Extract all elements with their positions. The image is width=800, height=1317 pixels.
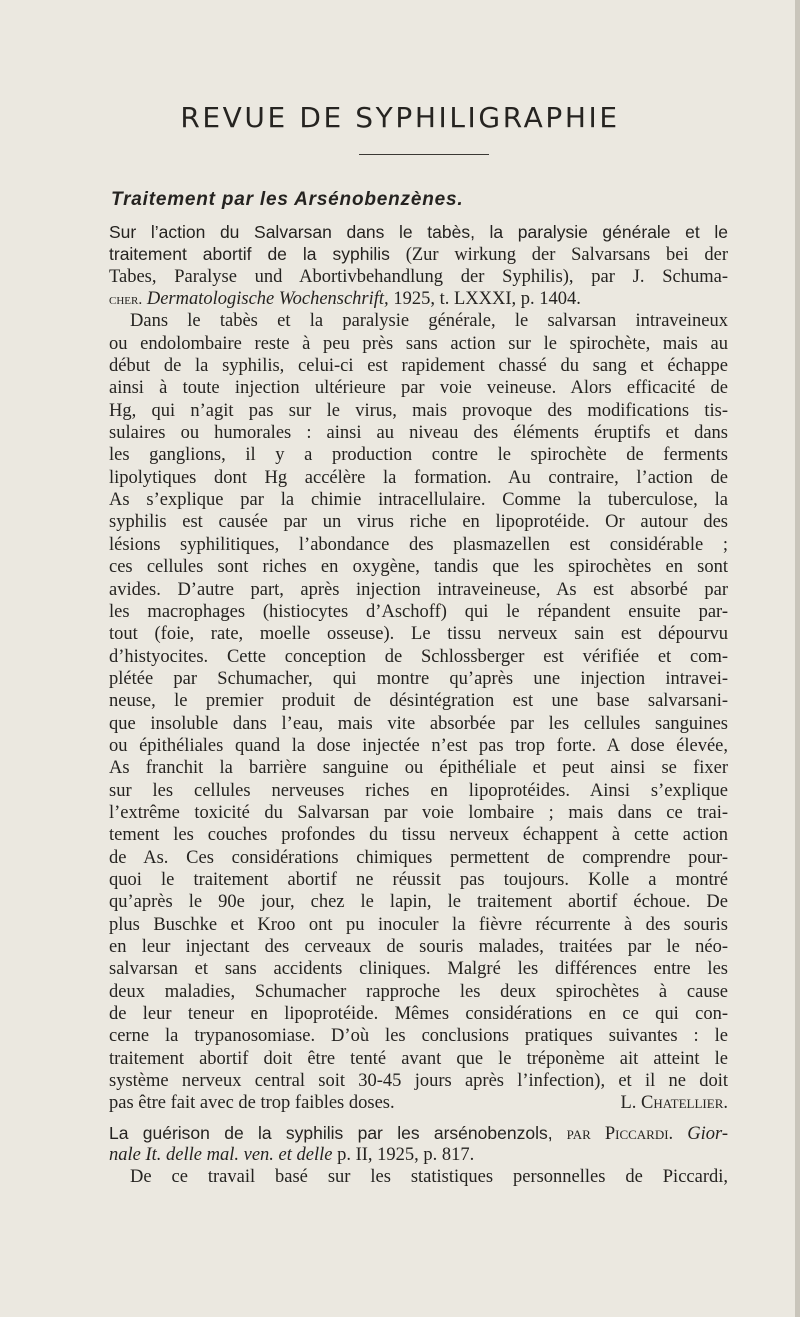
- article1-ref-line: Tabes, Paralyse und Abortivbehandlung der Syphilis), par J. Schuma-: [109, 266, 728, 287]
- body-line: neuse, le premier produit de désintégration est une base salvarsani-: [109, 691, 728, 712]
- body-line: quoi le traitement abortif ne réussit pas toujours. Kolle a montré: [109, 869, 728, 890]
- body-line: ces cellules sont riches en oxygène, tandis que les spirochètes en sont: [109, 557, 728, 578]
- article2-author: par Piccardi.: [566, 1123, 674, 1144]
- body-line: As s’explique par la chimie intracellulaire. Comme la tuberculose, la: [109, 490, 728, 511]
- article1-ref-line: [109, 288, 728, 310]
- body-line: plus Buschke et Kroo ont pu inoculer la fièvre récurrente à des souris: [109, 914, 728, 935]
- body-line: salvarsan et sans accidents cliniques. Malgré les différences entre les: [109, 959, 728, 980]
- article1-ref: (Zur wirkung der Salvarsans bei der: [405, 245, 728, 266]
- section-title: Traitement par les Arsénobenzènes.: [111, 189, 464, 210]
- body-line: en leur injectant des cerveaux de souris malades, traitées par le néo-: [109, 937, 728, 957]
- page-heading: REVUE DE SYPHILIGRAPHIE: [180, 101, 620, 134]
- body-line: lipolytiques dont Hg accélère la formation. Au contraire, l’action de: [109, 467, 728, 488]
- article1-journal: Dermatologische Wochenschrift,: [146, 289, 389, 310]
- page-edge-shadow: [795, 0, 800, 1317]
- article2-ref-details: p. II, 1925, p. 817.: [337, 1145, 475, 1166]
- body-line: d’histyocites. Cette conception de Schlossberger est vérifiée et com-: [109, 646, 728, 667]
- article2-journal: Gior-: [687, 1123, 729, 1144]
- body-line: les ganglions, il y a production contre le spirochète de ferments: [109, 445, 728, 466]
- article-text: [109, 221, 728, 1189]
- article2-ref-line: [109, 1144, 728, 1166]
- body-line: avides. D’autre part, après injection intraveineuse, As est absorbé par: [109, 579, 728, 600]
- body-line: de As. Ces considérations chimiques permettent de comprendre pour-: [109, 847, 728, 868]
- body-line: que insoluble dans l’eau, mais vite absorbée par les cellules sanguines: [109, 713, 728, 734]
- body-line: l’extrême toxicité du Salvarsan par voie lombaire ; mais dans ce trai-: [109, 802, 728, 823]
- body-line: As franchit la barrière sanguine ou épithéliale et peut ainsi se fixer: [109, 758, 728, 779]
- article1-title-line: Sur l’action du Salvarsan dans le tabès, la paralysie générale et le: [109, 222, 728, 242]
- body-line: Dans le tabès et la paralysie générale, le salvarsan intraveineux: [130, 311, 728, 332]
- article2-title: La guérison de la syphilis par les arsénobenzols,: [109, 1122, 553, 1143]
- body-line: Hg, qui n’agit pas sur le virus, mais provoque des modifications tis-: [109, 400, 728, 421]
- body-last-line: [109, 1092, 728, 1114]
- body-line: cerne la trypanosomiase. D’où les conclusions pratiques suivantes : le: [109, 1026, 728, 1047]
- article1-ref-details: 1925, t. LXXXI, p. 1404.: [393, 289, 581, 310]
- article1-author: cher.: [109, 291, 143, 309]
- body-line: sur les cellules nerveuses riches en lipoprotéides. Ainsi s’explique: [109, 780, 728, 801]
- body-line: de leur teneur en lipoprotéide. Mêmes considérations en ce qui con-: [109, 1004, 728, 1025]
- body-line: ainsi à toute injection ultérieure par voie veineuse. Alors efficacité de: [109, 378, 728, 399]
- article2-journal: nale It. delle mal. ven. et delle: [109, 1145, 333, 1166]
- body-line: traitement abortif doit être tenté avant que le tréponème ait atteint le: [109, 1048, 728, 1069]
- body-line: lésions syphilitiques, l’abondance des plasmazellen est considérable ;: [109, 534, 728, 555]
- body-line: ou endolombaire reste à peu près sans action sur le spirochète, mais au: [109, 333, 728, 354]
- article1-title-line: traitement abortif de la syphilis: [109, 244, 390, 265]
- body-line: tout (foie, rate, moelle osseuse). Le tissu nerveux sain est dépourvu: [109, 624, 728, 645]
- body-line: deux maladies, Schumacher rapproche les deux spirochètes à cause: [109, 981, 728, 1002]
- body-line: ou épithéliales quand la dose injectée n’est pas trop forte. A dose élevée,: [109, 735, 728, 756]
- article2-title-line: [109, 1122, 728, 1144]
- body-line: pas être fait avec de trop faibles doses.: [109, 1093, 395, 1114]
- article2-body-line: De ce travail basé sur les statistiques personnelles de Piccardi,: [130, 1167, 728, 1188]
- article1-title-ref-line: [109, 243, 728, 265]
- body-line: système nerveux central soit 30-45 jours après l’infection), et il ne doit: [109, 1071, 728, 1092]
- signature: L. Chatellier.: [620, 1093, 728, 1114]
- body-line: plétée par Schumacher, qui montre qu’après une injection intravei-: [109, 668, 728, 689]
- body-line: sulaires ou humorales : ainsi au niveau des éléments éruptifs et dans: [109, 423, 728, 444]
- heading-rule: [359, 154, 489, 155]
- body-line: tement les couches profondes du tissu nerveux échappent à cette action: [109, 825, 728, 846]
- body-line: les macrophages (histiocytes d’Aschoff) qui le répandent ensuite par-: [109, 601, 728, 622]
- body-line: début de la syphilis, celui-ci est rapidement chassé du sang et échappe: [109, 356, 728, 377]
- body-line: syphilis est causée par un virus riche en lipoprotéide. Or autour des: [109, 512, 728, 533]
- body-line: qu’après le 90e jour, chez le lapin, le traitement abortif échoue. De: [109, 892, 728, 913]
